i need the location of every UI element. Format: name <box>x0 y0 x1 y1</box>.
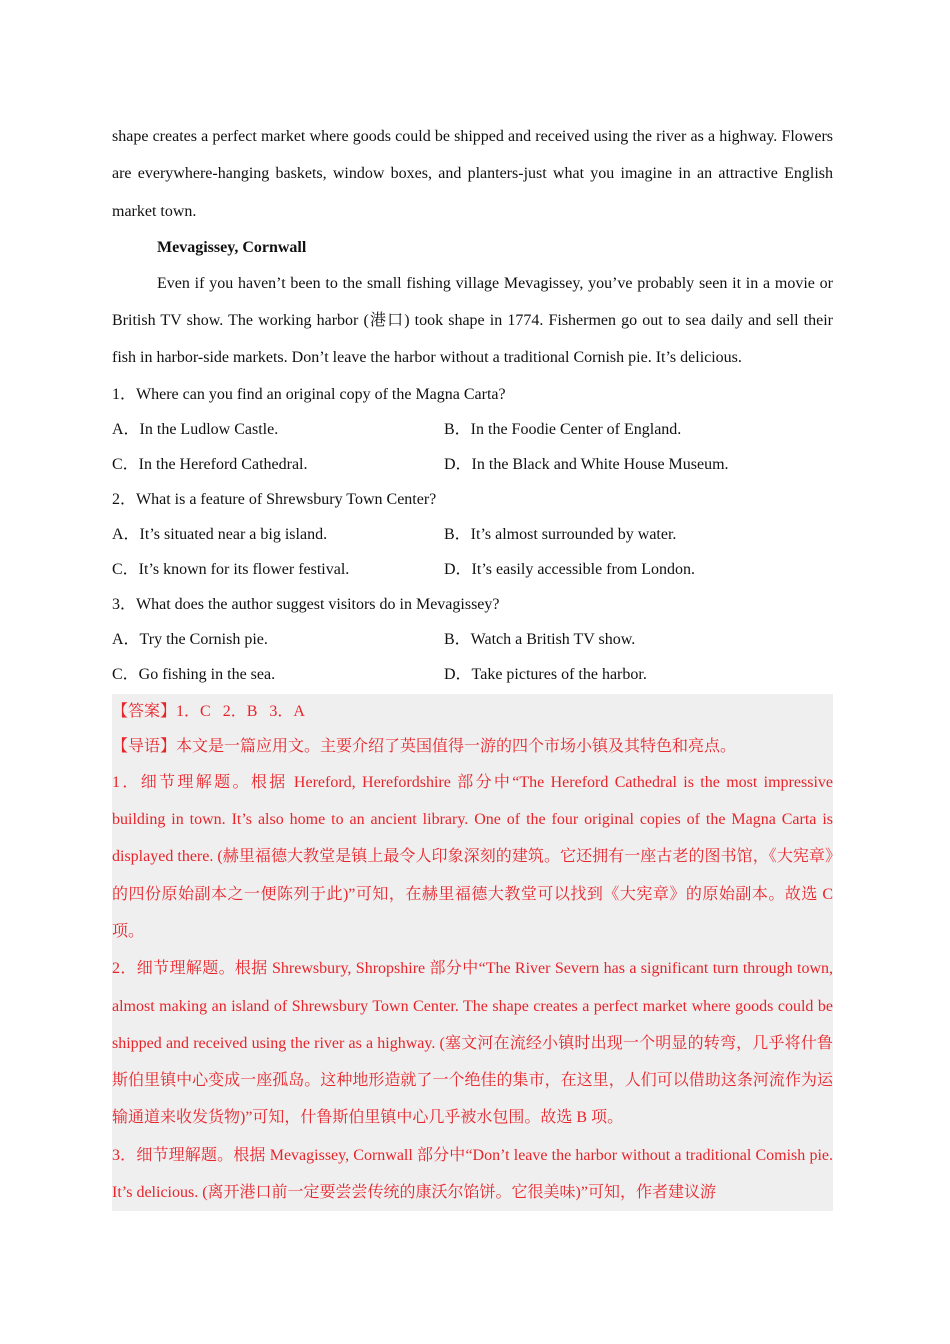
option-a: A．Try the Cornish pie. <box>112 630 268 648</box>
question-stem: 1．Where can you find an original copy of the Magna Carta? <box>112 385 506 403</box>
option-c: C．Go fishing in the sea. <box>112 665 276 683</box>
option-b: B．It’s almost surrounded by water. <box>444 525 677 543</box>
question-block <box>112 482 833 587</box>
question-block <box>112 377 833 482</box>
option-row <box>112 412 833 447</box>
option-c: C．In the Hereford Cathedral. <box>112 455 308 473</box>
answer-1: 1．C <box>176 702 211 720</box>
option-row <box>112 622 833 657</box>
passage-paragraph: shape creates a perfect market where goods could be shipped and received using the river as a highway. Flowers are everywhere-hanging baskets, window boxes, and planters-just what you imagine in an attractive English market town. <box>112 128 833 220</box>
guide-text: 本文是一篇应用文。主要介绍了英国值得一游的四个市场小镇及其特色和亮点。 <box>176 737 737 755</box>
explanation-2: 2．细节理解题。根据 Shrewsbury, Shropshire 部分中“The River Severn has a significant turn through town, almost making an island of Shrewsbury Town Center. The shape creates a perfect market where goods could be shipped and received using the river as a highway. (塞文河在流经小镇时出现一个明显的转弯，几乎将什鲁斯伯里镇中心变成一座孤岛。这种地形造就了一个绝佳的集市，在这里，人们可以借助这条河流作为运输通道来收发货物)”可知，什鲁斯伯里镇中心几乎被水包围。故选 B 项。 <box>112 960 833 1127</box>
guide-label: 【导语】 <box>112 737 177 755</box>
option-a: A．It’s situated near a big island. <box>112 525 328 543</box>
answer-section <box>112 694 833 1212</box>
section-heading: Mevagissey, Cornwall <box>157 238 307 256</box>
explanation-1: 1．细节理解题。根据 Hereford, Herefordshire 部分中“The Hereford Cathedral is the most impressive building in town. It’s also home to an ancient library. One of the four original copies of the Magna Carta is displayed there. (赫里福德大教堂是镇上最令人印象深刻的建筑。它还拥有一座古老的图书馆，《大宪章》的四份原始副本之一便陈列于此)”可知，在赫里福德大教堂可以找到《大宪章》的原始副本。故选 C 项。 <box>112 773 833 940</box>
option-b: B．Watch a British TV show. <box>444 630 636 648</box>
answer-label: 【答案】 <box>112 702 177 720</box>
answer-3: 3．A <box>269 702 305 720</box>
option-row <box>112 517 833 552</box>
option-row <box>112 657 833 692</box>
passage-paragraph: Even if you haven’t been to the small fishing village Mevagissey, you’ve probably seen it in a movie or British TV show. The working harbor (港口) took shape in 1774. Fishermen go out to sea daily and sell their fish in harbor-side markets. Don’t leave the harbor without a traditional Cornish pie. It’s delicious. <box>112 274 833 367</box>
question-stem: 2．What is a feature of Shrewsbury Town Center? <box>112 490 437 508</box>
option-d: D．Take pictures of the harbor. <box>444 665 647 683</box>
option-row <box>112 552 833 587</box>
document-page <box>112 118 833 1211</box>
answer-line <box>112 694 833 729</box>
option-d: D．In the Black and White House Museum. <box>444 455 729 473</box>
option-b: B．In the Foodie Center of England. <box>444 420 682 438</box>
question-block <box>112 587 833 692</box>
option-d: D．It’s easily accessible from London. <box>444 560 696 578</box>
option-c: C．It’s known for its flower festival. <box>112 560 350 578</box>
option-row <box>112 447 833 482</box>
option-a: A．In the Ludlow Castle. <box>112 420 279 438</box>
answer-2: 2．B <box>222 702 258 720</box>
question-stem: 3．What does the author suggest visitors do in Mevagissey? <box>112 595 500 613</box>
explanation-3: 3．细节理解题。根据 Mevagissey, Cornwall 部分中“Don’t leave the harbor without a traditional Comish pie. It’s delicious. (离开港口前一定要尝尝传统的康沃尔馅饼。它很美味)”可知，作者建议游 <box>112 1146 833 1202</box>
guide-line <box>112 729 833 764</box>
